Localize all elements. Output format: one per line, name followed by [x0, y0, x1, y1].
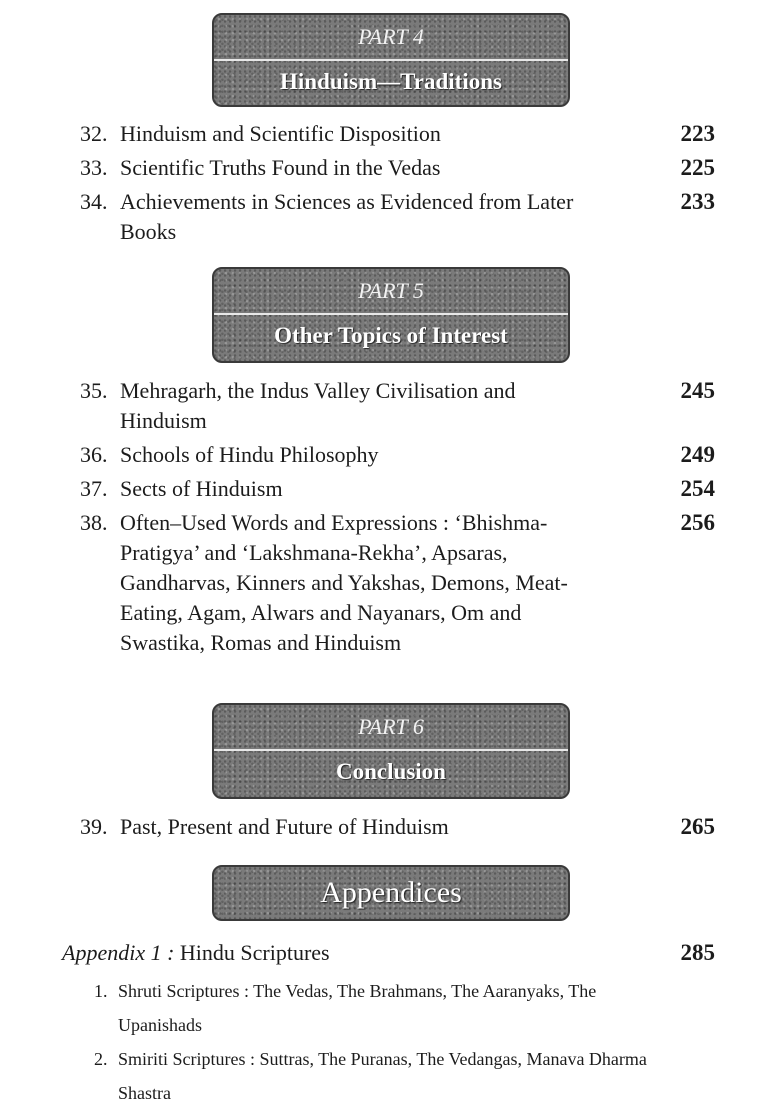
appendix-label: Appendix 1 : [62, 940, 175, 965]
entry-number: 35. [80, 378, 108, 403]
toc-entry[interactable] [80, 440, 720, 470]
entry-title: Sects of Hinduism [120, 476, 283, 501]
part-label: PART 6 [358, 714, 424, 739]
part-title: Other Topics of Interest [274, 323, 508, 348]
appendix-subitem[interactable] [94, 974, 694, 1042]
entry-page: 233 [680, 189, 715, 214]
part-label: PART 5 [358, 278, 424, 303]
entry-page: 254 [680, 476, 715, 501]
entry-number: 38. [80, 510, 108, 535]
toc-entry[interactable] [80, 376, 720, 436]
appendix-title: Hindu Scriptures [179, 940, 330, 965]
part-title: Conclusion [336, 759, 446, 784]
subitem-number: 1. [94, 981, 108, 1001]
subitem-text: Shruti Scriptures : The Vedas, The Brahmans, The Aaranyaks, The Upanishads [118, 981, 597, 1035]
toc-entry[interactable] [80, 508, 720, 658]
appendix-subitem[interactable] [94, 1042, 694, 1110]
part-5-banner [212, 267, 570, 363]
entry-title: Scientific Truths Found in the Vedas [120, 155, 441, 180]
appendix-page: 285 [680, 940, 715, 965]
part-4-banner [212, 13, 570, 107]
part-title: Hinduism—Traditions [280, 69, 502, 94]
entry-number: 34. [80, 189, 108, 214]
entry-title: Mehragarh, the Indus Valley Civilisation and Hinduism [120, 378, 516, 433]
entry-page: 265 [680, 814, 715, 839]
entry-page: 225 [680, 155, 715, 180]
part-6-banner [212, 703, 570, 799]
toc-entry[interactable] [80, 474, 720, 504]
entry-title: Often–Used Words and Expressions : ‘Bhishma-Pratigya’ and ‘Lakshmana-Rekha’, Apsaras, Gandharvas, Kinners and Yakshas, Demons, Meat-Eating, Agam, Alwars and Nayanars, Om and Swastika, Romas and Hinduism [120, 510, 568, 655]
appendices-title: Appendices [320, 876, 462, 909]
entry-number: 32. [80, 121, 108, 146]
entry-page: 245 [680, 378, 715, 403]
part-label: PART 4 [358, 24, 424, 49]
entry-title: Schools of Hindu Philosophy [120, 442, 379, 467]
appendix-entry[interactable] [62, 938, 720, 968]
entry-number: 36. [80, 442, 108, 467]
entry-number: 33. [80, 155, 108, 180]
toc-entry[interactable] [80, 187, 720, 247]
entry-page: 249 [680, 442, 715, 467]
entry-page: 223 [680, 121, 715, 146]
entry-title: Hinduism and Scientific Disposition [120, 121, 441, 146]
subitem-text: Smiriti Scriptures : Suttras, The Puranas, The Vedangas, Manava Dharma Shastra [118, 1049, 647, 1103]
subitem-number: 2. [94, 1049, 108, 1069]
entry-title: Past, Present and Future of Hinduism [120, 814, 449, 839]
entry-title: Achievements in Sciences as Evidenced from Later Books [120, 189, 574, 244]
toc-entry[interactable] [80, 153, 720, 183]
appendices-banner [212, 865, 570, 921]
toc-entry[interactable] [80, 119, 720, 149]
entry-page: 256 [680, 510, 715, 535]
entry-number: 39. [80, 814, 108, 839]
entry-number: 37. [80, 476, 108, 501]
toc-entry[interactable] [80, 812, 720, 842]
